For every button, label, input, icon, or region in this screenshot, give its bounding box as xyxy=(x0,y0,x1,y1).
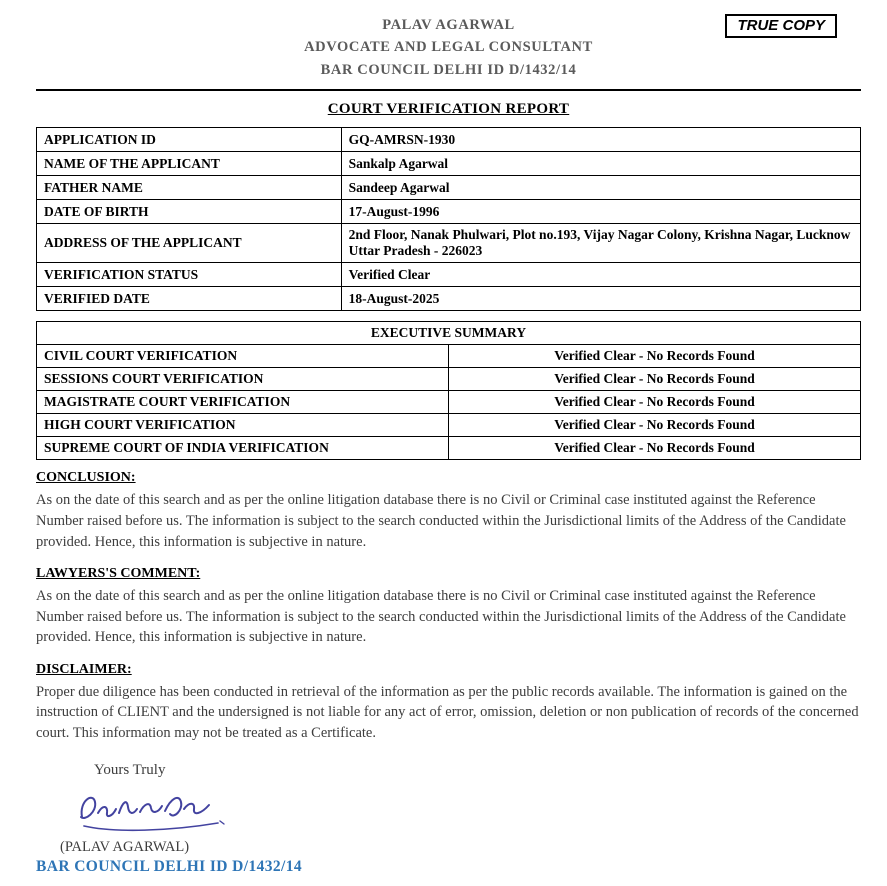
field-value: Verified Clear xyxy=(341,263,860,287)
lawyers-comment-section xyxy=(36,566,861,648)
table-row xyxy=(37,287,861,311)
table-row xyxy=(37,224,861,263)
field-label: DATE OF BIRTH xyxy=(37,200,342,224)
table-row xyxy=(37,391,861,414)
table-row xyxy=(37,128,861,152)
advocate-subtitle: ADVOCATE AND LEGAL CONSULTANT xyxy=(304,39,593,56)
field-value: 17-August-1996 xyxy=(341,200,860,224)
verification-result: Verified Clear - No Records Found xyxy=(449,345,861,368)
verification-result: Verified Clear - No Records Found xyxy=(449,391,861,414)
field-label: APPLICATION ID xyxy=(37,128,342,152)
executive-summary-table xyxy=(36,321,861,460)
closing-salutation: Yours Truly xyxy=(94,761,166,778)
table-row xyxy=(37,322,861,345)
signer-bar-id: BAR COUNCIL DELHI ID D/1432/14 xyxy=(36,857,303,875)
executive-summary-title: EXECUTIVE SUMMARY xyxy=(37,322,861,345)
conclusion-body: As on the date of this search and as per the online litigation database there is no Civil or Criminal case instituted against the Reference Number raised before us. The information is subject to the search conducted within the Jurisdictional limits of the Address of the Candidate provided. Hence, this information is subjective in nature. xyxy=(36,492,846,550)
signer-name: (PALAV AGARWAL) xyxy=(60,838,190,855)
table-row xyxy=(37,414,861,437)
field-label: ADDRESS OF THE APPLICANT xyxy=(37,224,342,263)
field-value: GQ-AMRSN-1930 xyxy=(341,128,860,152)
field-label: FATHER NAME xyxy=(37,176,342,200)
header-divider xyxy=(36,89,861,91)
conclusion-heading: CONCLUSION: xyxy=(36,470,136,486)
table-row xyxy=(37,263,861,287)
field-label: NAME OF THE APPLICANT xyxy=(37,152,342,176)
true-copy-stamp: TRUE COPY xyxy=(725,14,837,38)
field-value: Sandeep Agarwal xyxy=(341,176,860,200)
lawyers-comment-heading: LAWYERS'S COMMENT: xyxy=(36,566,201,582)
verification-label: CIVIL COURT VERIFICATION xyxy=(37,345,449,368)
verification-result: Verified Clear - No Records Found xyxy=(449,414,861,437)
conclusion-section xyxy=(36,470,861,552)
table-row xyxy=(37,345,861,368)
verification-label: SESSIONS COURT VERIFICATION xyxy=(37,368,449,391)
disclaimer-body: Proper due diligence has been conducted in retrieval of the information as per the public records available. The information is gained on the instruction of CLIENT and the undersigned is not liable for any act of error, omission, deletion or non publication of records of the concerned court. This information may not be treated as a Certificate. xyxy=(36,683,859,742)
table-row xyxy=(37,152,861,176)
advocate-bar-id: BAR COUNCIL DELHI ID D/1432/14 xyxy=(320,61,577,78)
applicant-details-table xyxy=(36,127,861,311)
table-row xyxy=(37,200,861,224)
verification-label: SUPREME COURT OF INDIA VERIFICATION xyxy=(37,437,449,460)
field-value: Sankalp Agarwal xyxy=(341,152,860,176)
table-row xyxy=(37,176,861,200)
verification-label: MAGISTRATE COURT VERIFICATION xyxy=(37,391,449,414)
table-row xyxy=(37,368,861,391)
verification-label: HIGH COURT VERIFICATION xyxy=(37,414,449,437)
signature-image xyxy=(70,783,861,839)
table-row xyxy=(37,437,861,460)
disclaimer-heading: DISCLAIMER: xyxy=(36,661,132,677)
report-title: COURT VERIFICATION REPORT xyxy=(327,101,570,118)
field-label: VERIFICATION STATUS xyxy=(37,263,342,287)
lawyers-comment-body: As on the date of this search and as per the online litigation database there is no Civil or Criminal case instituted against the Reference Number raised before us. The information is subject to the search conducted within the Jurisdictional limits of the Address of the Candidate provided. Hence, this information is subjective in nature. xyxy=(36,588,846,646)
verification-result: Verified Clear - No Records Found xyxy=(449,437,861,460)
disclaimer-section xyxy=(36,662,861,744)
field-value: 2nd Floor, Nanak Phulwari, Plot no.193, Vijay Nagar Colony, Krishna Nagar, Lucknow Uttar Pradesh - 226023 xyxy=(341,224,860,263)
field-label: VERIFIED DATE xyxy=(37,287,342,311)
verification-result: Verified Clear - No Records Found xyxy=(449,368,861,391)
field-value: 18-August-2025 xyxy=(341,287,860,311)
advocate-name: PALAV AGARWAL xyxy=(382,17,515,33)
